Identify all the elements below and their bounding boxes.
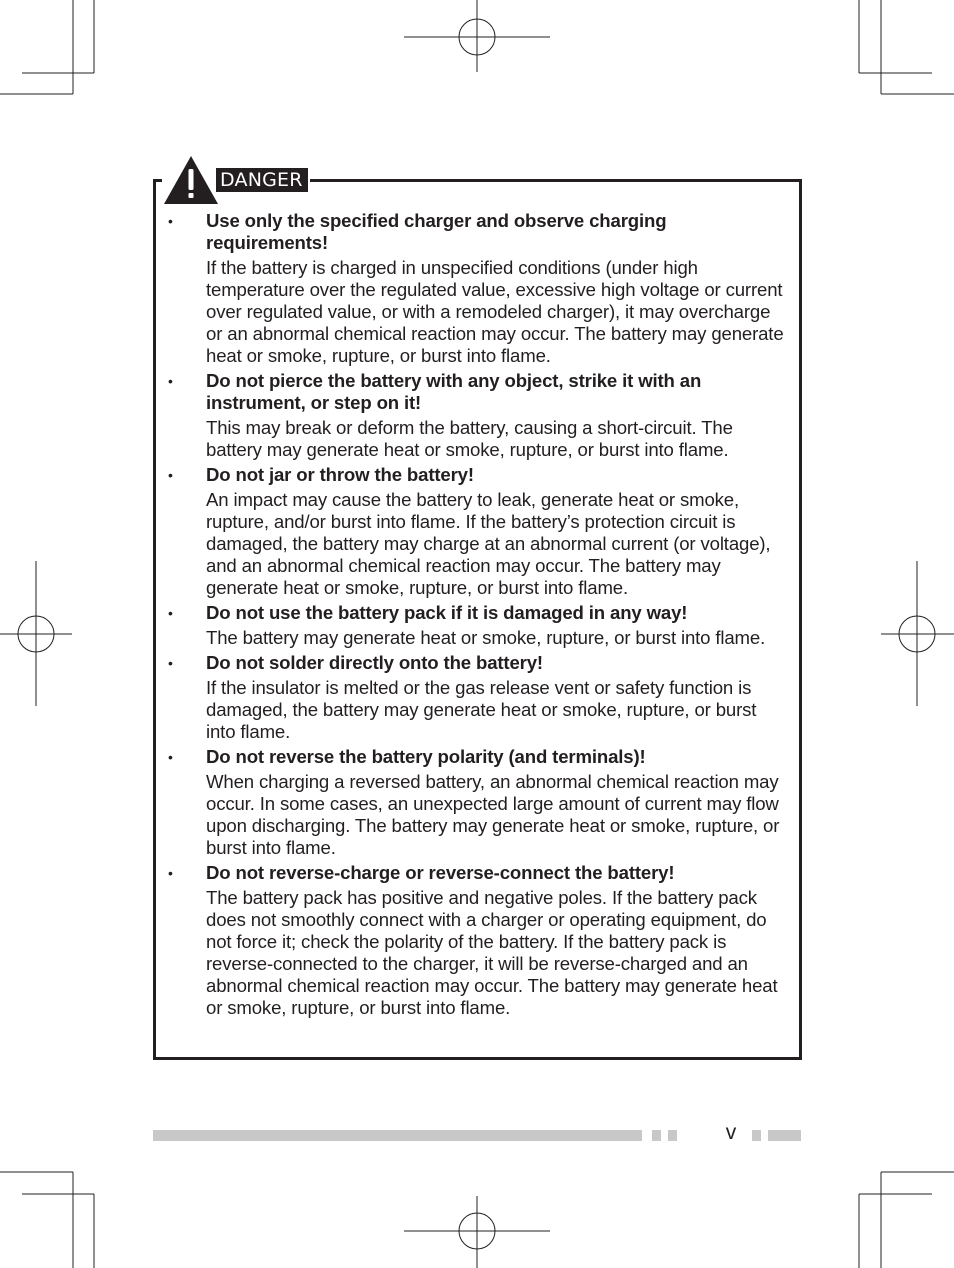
bullet: • <box>168 749 173 765</box>
danger-list <box>168 210 788 1022</box>
danger-label <box>162 152 310 206</box>
item-body: If the battery is charged in unspecified conditions (under high temperature over the regulated value, excessive high voltage or current over regulated value, or with a remodeled charger), it may overcharge or an abnormal chemical reaction may occur. The battery may generate heat or smoke, rupture, or burst into flame. <box>206 257 784 366</box>
item-body: This may break or deform the battery, causing a short-circuit. The battery may generate heat or smoke, rupture, or burst into flame. <box>206 417 733 460</box>
item-body: If the insulator is melted or the gas release vent or safety function is damaged, the battery may generate heat or smoke, rupture, or burst into flame. <box>206 677 757 742</box>
item-body: The battery may generate heat or smoke, rupture, or burst into flame. <box>206 627 766 648</box>
list-item <box>168 464 788 599</box>
list-item <box>168 370 788 461</box>
item-title: Do not reverse the battery polarity (and terminals)! <box>206 746 646 767</box>
bullet: • <box>168 655 173 671</box>
footer-square <box>668 1130 677 1141</box>
item-title: Do not pierce the battery with any object, strike it with an instrument, or step on it! <box>206 370 702 413</box>
bullet: • <box>168 373 173 389</box>
footer-square <box>752 1130 761 1141</box>
item-body: An impact may cause the battery to leak, generate heat or smoke, rupture, and/or burst into flame. If the battery’s protection circuit is damaged, the battery may charge at an abnormal current (or voltage), and an abnormal chemical reaction may occur. The battery may generate heat or smoke, rupture, or burst into flame. <box>206 489 771 598</box>
footer-bar-right <box>768 1130 801 1141</box>
item-body: The battery pack has positive and negative poles. If the battery pack does not smoothly connect with a charger or operating equipment, do not force it; check the polarity of the battery. If the battery pack is reverse-connected to the charger, it will be reverse-charged and an abnormal chemical reaction may occur. The battery may generate heat or smoke, rupture, or burst into flame. <box>206 887 778 1018</box>
item-body: When charging a reversed battery, an abnormal chemical reaction may occur. In some cases, an unexpected large amount of current may flow upon discharging. The battery may generate heat or smoke, rupture, or burst into flame. <box>206 771 780 858</box>
bullet: • <box>168 213 173 229</box>
page-number: v <box>725 1121 737 1144</box>
list-item <box>168 746 788 859</box>
bullet: • <box>168 467 173 483</box>
item-title: Do not use the battery pack if it is damaged in any way! <box>206 602 688 623</box>
list-item <box>168 862 788 1019</box>
bullet: • <box>168 605 173 621</box>
warning-triangle-icon <box>162 154 220 206</box>
item-title: Do not jar or throw the battery! <box>206 464 474 485</box>
danger-heading: DANGER <box>216 168 308 192</box>
bullet: • <box>168 865 173 881</box>
list-item <box>168 602 788 649</box>
list-item <box>168 652 788 743</box>
footer-bar-left <box>153 1130 642 1141</box>
list-item <box>168 210 788 367</box>
item-title: Do not solder directly onto the battery! <box>206 652 543 673</box>
footer-square <box>652 1130 661 1141</box>
item-title: Do not reverse-charge or reverse-connect the battery! <box>206 862 675 883</box>
item-title: Use only the specified charger and observe charging requirements! <box>206 210 667 253</box>
